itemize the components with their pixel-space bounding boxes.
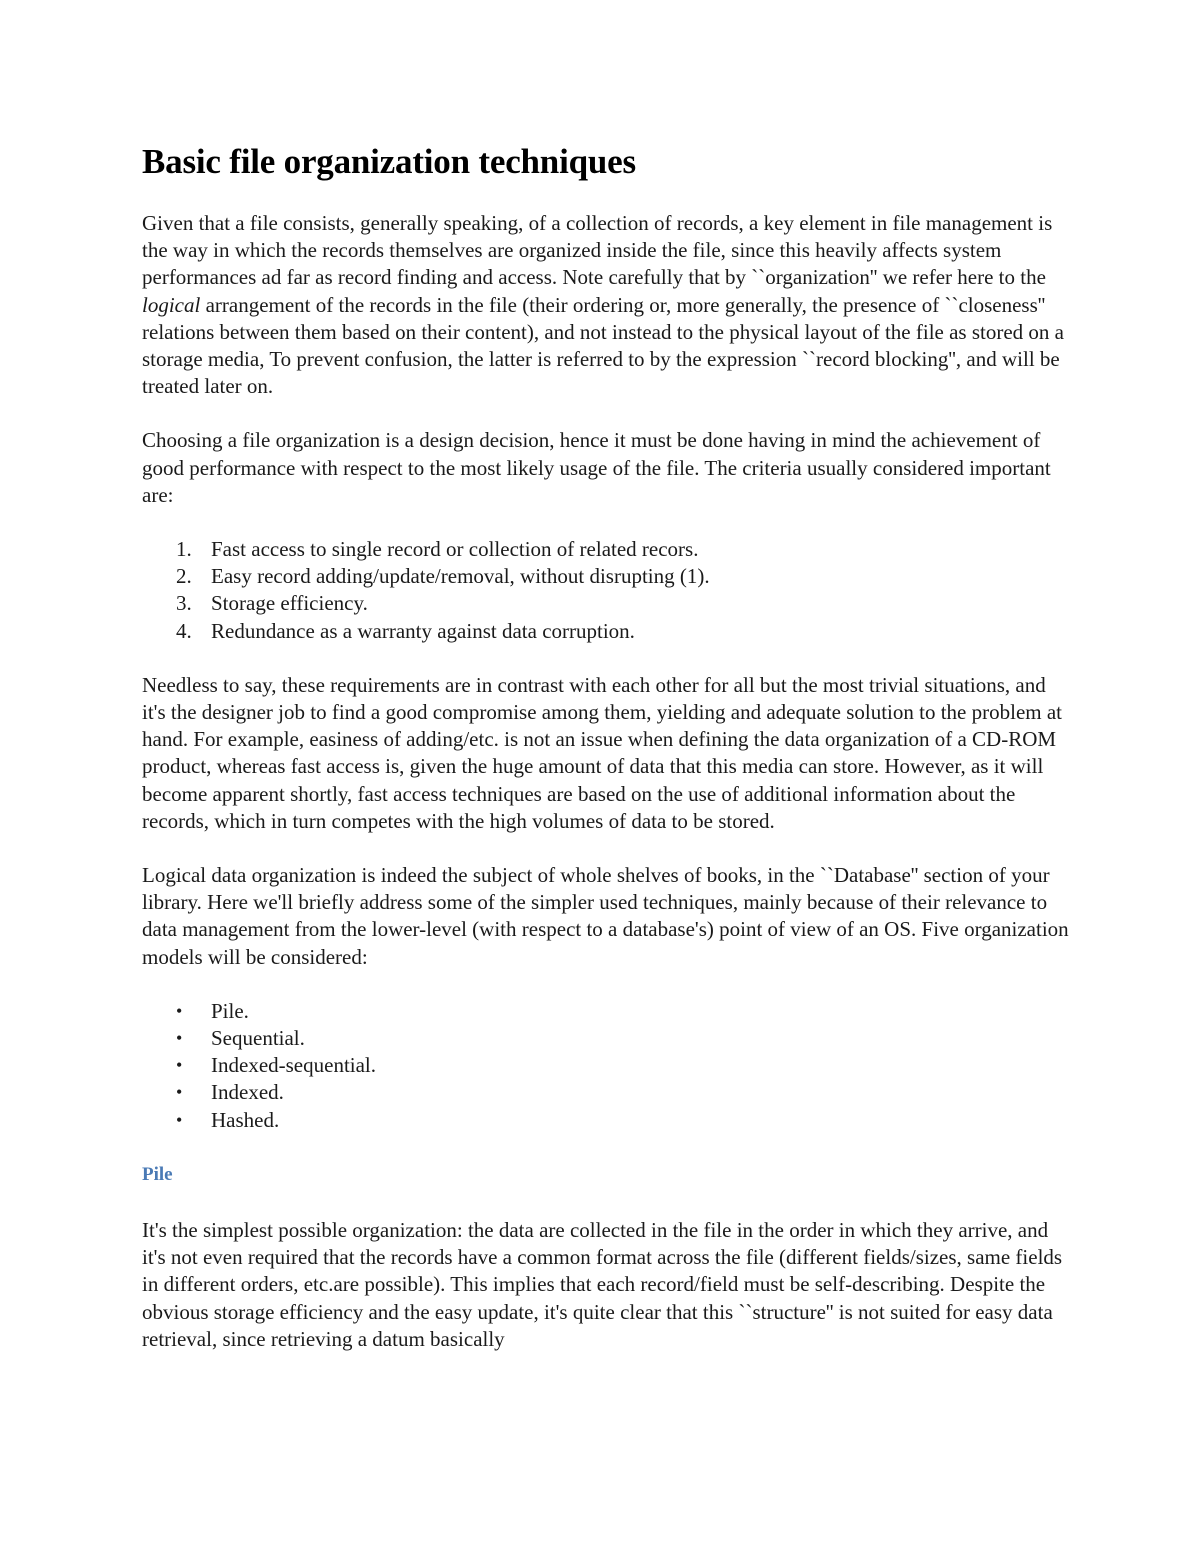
requirements-paragraph: Needless to say, these requirements are in contrast with each other for all but the most trivial situations, and it's the designer job to find a good compromise among them, yielding and adequate solution to the problem at hand. For example, easiness of adding/etc. is not an issue when defining the data organization of a CD-ROM product, whereas fast access is, given the huge amount of data that this media can store. However, as it will become apparent shortly, fast access techniques are based on the use of additional information about the records, which in turn competes with the high volumes of data to be stored. [142,672,1063,833]
list-item-text: Redundance as a warranty against data corruption. [211,618,635,643]
page-title: Basic file organization techniques [142,142,636,181]
list-item [142,618,1072,645]
list-item [142,536,1072,563]
models-intro-paragraph: Logical data organization is indeed the subject of whole shelves of books, in the ``Database'' section of your library. Here we'll briefly address some of the simpler used techniques, mainly because of their relevance to data management from the lower-level (with respect to a database's) point of view of an OS. Five organization models will be considered: [142,863,1069,969]
list-item [142,1107,1072,1134]
bullet-icon: • [176,1000,183,1021]
document-page [142,140,1072,1353]
bullet-icon: • [176,1055,183,1076]
list-item-text: Indexed. [211,1080,284,1105]
criteria-intro-paragraph: Choosing a file organization is a design decision, hence it must be done having in mind the achievement of good performance with respect to the most likely usage of the file. The criteria usually considered important are: [142,428,1051,507]
list-item-text: Fast access to single record or collection of related recors. [211,537,699,562]
list-item [142,563,1072,590]
list-number: 4. [176,618,192,643]
intro-paragraph [142,210,1072,400]
list-item [142,590,1072,617]
bullet-icon: • [176,1082,183,1103]
list-item-text: Indexed-sequential. [211,1053,377,1078]
pile-paragraph: It's the simplest possible organization: the data are collected in the file in the order in which they arrive, and it's not even required that the records have a common format across the file (different fields/sizes, same fields in different orders, etc.are possible). This implies that each record/field must be self-describing. Despite the obvious storage efficiency and the easy update, it's quite clear that this ``structure'' is not suited for easy data retrieval, since retrieving a datum basically [142,1217,1063,1351]
list-item [142,1052,1072,1079]
section-heading-pile: Pile [142,1163,173,1185]
intro-emphasis: logical [142,292,201,317]
intro-text-after: arrangement of the records in the file (their ordering or, more generally, the presence of ``closeness'' relations between them based on their content), and not instead to the physical layout of the file as stored on a storage media, To prevent confusion, the latter is referred to by the expression ``record blocking'', and will be treated later on. [142,292,1064,399]
bullet-icon: • [176,1109,183,1130]
list-item-text: Sequential. [211,1026,305,1051]
intro-text-before: Given that a file consists, generally speaking, of a collection of records, a key element in file management is the way in which the records themselves are organized inside the file, since this heavily affects system performances ad far as record finding and access. Note carefully that by ``organization'' we refer here to the [142,211,1053,290]
list-item-text: Pile. [211,998,249,1023]
list-item-text: Easy record adding/update/removal, without disrupting (1). [211,564,710,589]
models-list [142,998,1072,1134]
list-item [142,1079,1072,1106]
list-item-text: Hashed. [211,1107,280,1132]
bullet-icon: • [176,1028,183,1049]
criteria-list [142,536,1072,645]
list-number: 2. [176,564,192,589]
list-item [142,998,1072,1025]
list-item-text: Storage efficiency. [211,591,368,616]
list-number: 3. [176,591,192,616]
list-item [142,1025,1072,1052]
list-number: 1. [176,537,192,562]
